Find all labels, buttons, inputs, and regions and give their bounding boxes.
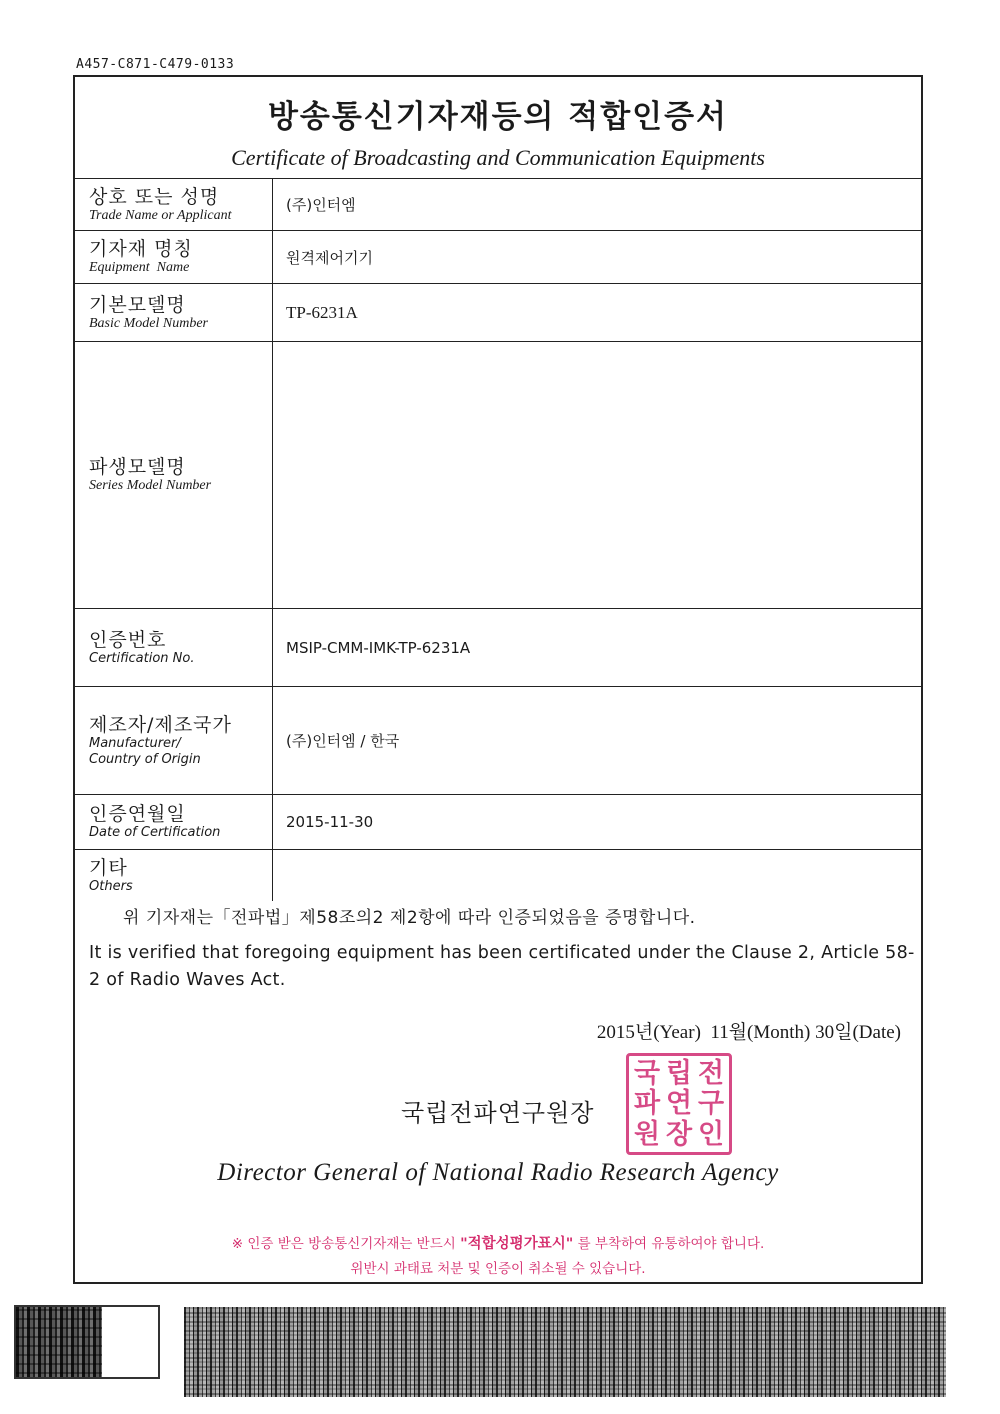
value-basic-model: TP-6231A <box>286 302 358 322</box>
label-english: Trade Name or Applicant <box>89 207 232 223</box>
label-cert-no <box>75 609 273 686</box>
row-others <box>75 850 921 901</box>
seal-char: 원 <box>633 1119 661 1151</box>
certificate-table <box>75 178 921 901</box>
label-english: Series Model Number <box>89 478 212 493</box>
label-manufacturer <box>75 687 273 794</box>
row-basic-model <box>75 284 921 342</box>
row-cert-no <box>75 609 921 687</box>
label-english: Equipment Name <box>89 260 190 275</box>
row-equipment-name <box>75 231 921 284</box>
issue-date: 2015년(Year) 11월(Month) 30일(Date) <box>596 1022 901 1043</box>
label-korean: 기타 <box>89 856 128 879</box>
label-korean: 상호 또는 성명 <box>89 185 220 208</box>
official-seal <box>626 1053 732 1155</box>
row-cert-date <box>75 795 921 850</box>
qr-code-image <box>16 1307 102 1377</box>
label-korean: 제조자/제조국가 <box>89 713 232 736</box>
label-english: Basic Model Number <box>89 315 208 331</box>
label-english: Date of Certification <box>89 825 221 840</box>
security-pattern-strip <box>184 1307 946 1397</box>
seal-char: 인 <box>697 1119 725 1151</box>
seal-char: 전 <box>697 1057 725 1089</box>
row-applicant <box>75 179 921 231</box>
notice-text: ※ 인증 받은 방송통신기자재는 반드시 <box>231 1236 461 1252</box>
seal-char: 국 <box>633 1057 661 1089</box>
value-series-model <box>273 342 921 608</box>
director-korean: 국립전파연구원장 <box>401 1099 595 1127</box>
document-code: A457-C871-C479-0133 <box>76 57 235 72</box>
row-series-model <box>75 342 921 609</box>
seal-char: 연 <box>665 1088 693 1120</box>
notice-emphasis: "적합성평가표시" <box>460 1236 574 1252</box>
value-manufacturer: (주)인터엠 / 한국 <box>286 732 400 750</box>
title-english: Certificate of Broadcasting and Communication Equipments <box>231 145 765 170</box>
statement-korean: 위 기자재는「전파법」제58조의2 제2항에 따라 인증되었음을 증명합니다. <box>123 908 696 928</box>
seal-char: 구 <box>697 1088 725 1120</box>
value-cert-no: MSIP-CMM-IMK-TP-6231A <box>286 638 471 657</box>
value-cert-date: 2015-11-30 <box>286 813 374 831</box>
label-series-model <box>75 342 273 608</box>
label-korean: 기자재 명칭 <box>89 238 193 260</box>
seal-char: 장 <box>665 1119 693 1151</box>
seal-char: 립 <box>665 1057 693 1089</box>
label-korean: 인증연월일 <box>89 803 186 825</box>
label-korean: 인증번호 <box>89 628 167 651</box>
value-others <box>273 850 921 901</box>
row-manufacturer <box>75 687 921 795</box>
statement-english: It is verified that foregoing equipment has been certificated under the Clause 2, Article 58-2 of Radio Waves Act. <box>89 943 915 990</box>
notice-text: 를 부착하여 유통하여야 합니다. <box>573 1236 765 1252</box>
label-korean: 파생모델명 <box>89 456 186 478</box>
certificate-frame <box>73 75 923 1284</box>
value-equipment-name: 원격제어기기 <box>286 248 373 267</box>
label-cert-date <box>75 795 273 849</box>
label-applicant <box>75 179 273 230</box>
label-basic-model <box>75 284 273 341</box>
label-english: Country of Origin <box>89 751 201 767</box>
label-english: Manufacturer/ <box>89 735 181 751</box>
label-english: Others <box>89 878 133 894</box>
label-equipment-name <box>75 231 273 283</box>
notice-line-1 <box>75 1232 921 1253</box>
value-applicant: (주)인터엠 <box>286 196 356 214</box>
director-english: Director General of National Radio Research Agency <box>217 1159 779 1186</box>
label-korean: 기본모델명 <box>89 293 186 316</box>
seal-char: 파 <box>633 1088 661 1120</box>
label-english: Certification No. <box>89 650 195 666</box>
qr-code-box <box>14 1305 160 1379</box>
notice-line-2: 위반시 과태료 처분 및 인증이 취소될 수 있습니다. <box>350 1261 646 1277</box>
label-others <box>75 850 273 901</box>
title-korean: 방송통신기자재등의 적합인증서 <box>267 99 729 135</box>
